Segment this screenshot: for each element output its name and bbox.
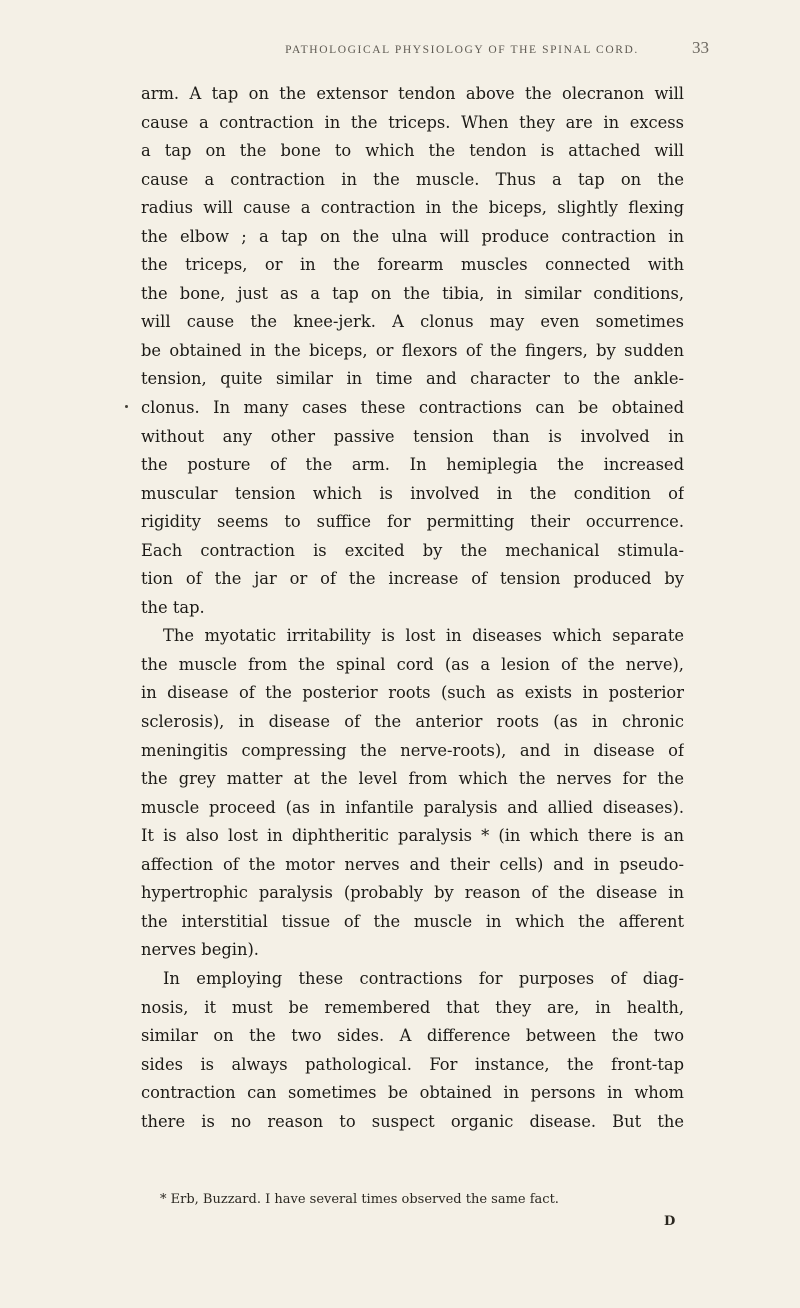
text-line: sclerosis), in disease of the anterior roots (as in chronic: [141, 712, 684, 732]
text-line: clonus. In many cases these contractions can be obtained: [141, 398, 684, 418]
text-line: the interstitial tissue of the muscle in which the afferent: [141, 911, 684, 931]
text-line: there is no reason to suspect organic disease. But the: [141, 1111, 684, 1131]
text-line: the muscle from the spinal cord (as a lesion of the nerve),: [141, 654, 684, 674]
running-head: PATHOLOGICAL PHYSIOLOGY OF THE SPINAL CORD.: [285, 44, 639, 56]
text-line: cause a contraction in the muscle. Thus a tap on the: [141, 169, 684, 189]
text-line: rigidity seems to suffice for permitting their occurrence.: [141, 512, 684, 532]
text-line: in disease of the posterior roots (such as exists in posterior: [141, 683, 684, 703]
text-line: cause a contraction in the triceps. When they are in excess: [141, 112, 684, 132]
paragraph-end-line: the tap.: [141, 597, 205, 617]
margin-speck: [125, 405, 128, 408]
signature-mark: D: [664, 1214, 676, 1229]
body-text: [141, 80, 684, 1136]
text-line: sides is always pathological. For instance, the front-tap: [141, 1054, 684, 1074]
text-line: the grey matter at the level from which the nerves for the: [141, 769, 684, 789]
text-line: muscular tension which is involved in the condition of: [141, 483, 684, 503]
text-line: will cause the knee-jerk. A clonus may even sometimes: [141, 312, 684, 332]
text-line: affection of the motor nerves and their cells) and in pseudo-: [141, 854, 684, 874]
text-line: radius will cause a contraction in the biceps, slightly flexing: [141, 198, 684, 218]
text-line: be obtained in the biceps, or flexors of the fingers, by sudden: [141, 340, 684, 360]
paragraph-start-line: In employing these contractions for purposes of diag-: [163, 968, 684, 988]
page-number: 33: [692, 38, 709, 57]
paragraph-start-line: The myotatic irritability is lost in diseases which separate: [163, 626, 684, 646]
text-line: nosis, it must be remembered that they are, in health,: [141, 997, 684, 1017]
text-line: It is also lost in diphtheritic paralysis * (in which there is an: [141, 826, 684, 846]
paragraph-end-line: nerves begin).: [141, 940, 259, 960]
text-line: the triceps, or in the forearm muscles connected with: [141, 255, 684, 275]
text-line: the bone, just as a tap on the tibia, in similar conditions,: [141, 283, 684, 303]
text-line: a tap on the bone to which the tendon is attached will: [141, 141, 684, 161]
text-line: muscle proceed (as in infantile paralysis and allied diseases).: [141, 797, 684, 817]
text-line: meningitis compressing the nerve-roots), and in disease of: [141, 740, 684, 760]
footnote: * Erb, Buzzard. I have several times observed the same fact.: [160, 1192, 559, 1207]
text-line: tion of the jar or of the increase of tension produced by: [141, 569, 684, 589]
text-line: arm. A tap on the extensor tendon above the olecranon will: [141, 84, 684, 103]
text-line: the elbow ; a tap on the ulna will produce contraction in: [141, 226, 684, 246]
text-line: similar on the two sides. A difference between the two: [141, 1026, 684, 1046]
text-line: Each contraction is excited by the mechanical stimula-: [141, 540, 684, 560]
text-line: tension, quite similar in time and character to the ankle-: [141, 369, 684, 389]
text-line: the posture of the arm. In hemiplegia the increased: [141, 455, 684, 475]
text-line: hypertrophic paralysis (probably by reason of the disease in: [141, 883, 684, 903]
text-line: without any other passive tension than is involved in: [141, 426, 684, 446]
text-line: contraction can sometimes be obtained in persons in whom: [141, 1083, 684, 1103]
